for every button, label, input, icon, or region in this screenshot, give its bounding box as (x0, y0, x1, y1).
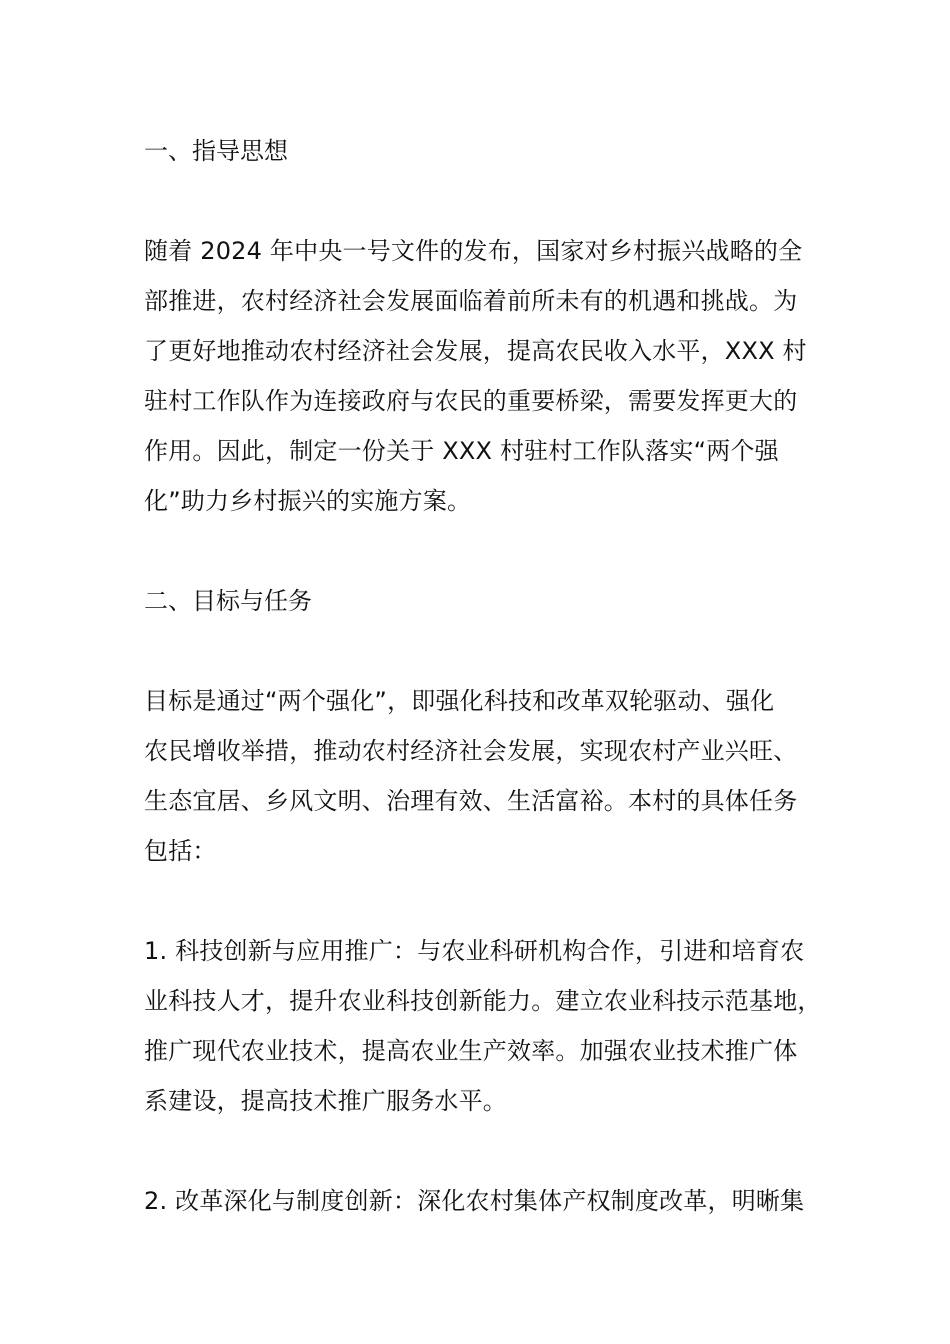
section-heading-guiding-ideology: 一、指导思想 (144, 137, 288, 165)
text-line: 农民增收举措，推动农村经济社会发展，实现农村产业兴旺、 (144, 737, 798, 765)
text-line: 推广现代农业技术，提高农业生产效率。加强农业技术推广体 (144, 1037, 798, 1065)
paragraph-gap (144, 626, 824, 676)
text-line: 了更好地推动农村经济社会发展，提高农民收入水平，XXX 村 (144, 337, 807, 365)
paragraph-gap (144, 1126, 824, 1176)
text-line: 2. 改革深化与制度创新：深化农村集体产权制度改革，明晰集 (144, 1187, 805, 1215)
list-item-reform-deepening (144, 1176, 824, 1226)
text-line: 随着 2024 年中央一号文件的发布，国家对乡村振兴战略的全 (144, 237, 803, 265)
text-line: 化”助力乡村振兴的实施方案。 (144, 487, 472, 515)
paragraph-background (144, 226, 824, 526)
paragraph-gap (144, 526, 824, 576)
paragraph-gap (144, 876, 824, 926)
text-line: 包括： (144, 837, 217, 865)
text-line: 业科技人才，提升农业科技创新能力。建立农业科技示范基地， (144, 987, 822, 1015)
text-line: 系建设，提高技术推广服务水平。 (144, 1087, 507, 1115)
document-body (144, 126, 824, 1226)
list-item-tech-innovation (144, 926, 824, 1126)
text-line: 驻村工作队作为连接政府与农民的重要桥梁，需要发挥更大的 (144, 387, 798, 415)
text-line: 部推进，农村经济社会发展面临着前所未有的机遇和挑战。为 (144, 287, 798, 315)
text-line: 作用。因此，制定一份关于 XXX 村驻村工作队落实“两个强 (144, 437, 779, 465)
section-heading-goals-tasks: 二、目标与任务 (144, 587, 312, 615)
paragraph-goals (144, 676, 824, 876)
text-line: 目标是通过“两个强化”，即强化科技和改革双轮驱动、强化 (144, 687, 775, 715)
paragraph-gap (144, 176, 824, 226)
text-line: 1. 科技创新与应用推广：与农业科研机构合作，引进和培育农 (144, 937, 805, 965)
text-line: 生态宜居、乡风文明、治理有效、生活富裕。本村的具体任务 (144, 787, 798, 815)
